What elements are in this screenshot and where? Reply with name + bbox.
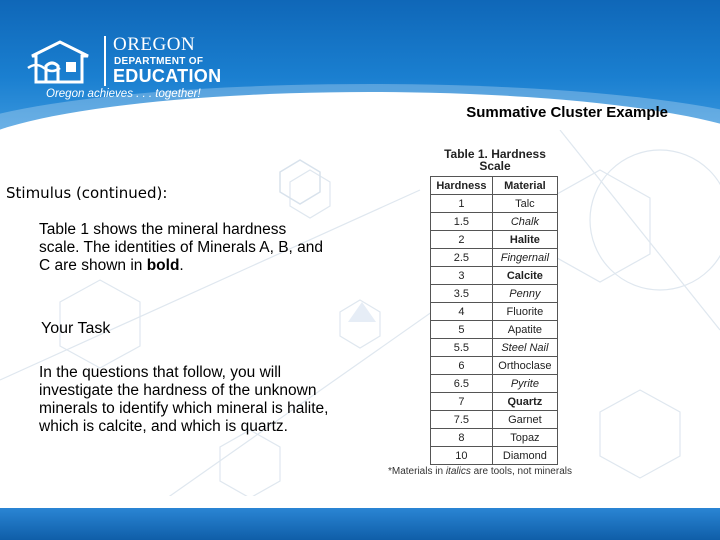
hardness-cell: 6.5 [431,375,493,393]
table-row [431,357,558,375]
table-row [431,339,558,357]
table-title-line2: Scale [479,159,511,173]
stimulus-heading: Stimulus (continued): [6,184,168,202]
table-row [431,321,558,339]
material-cell: Halite [492,231,557,249]
logo-tagline: Oregon achieves . . . together! [46,88,201,100]
table-row [431,285,558,303]
hardness-cell: 1 [431,195,493,213]
hardness-cell: 1.5 [431,213,493,231]
hardness-cell: 8 [431,429,493,447]
column-header-material: Material [492,177,557,195]
stimulus-bold-word: bold [146,257,180,274]
material-cell: Fingernail [492,249,557,267]
material-cell: Pyrite [492,375,557,393]
slide-title: Summative Cluster Example [466,104,668,121]
table-title-line1: Table 1. Hardness [444,147,546,161]
hardness-cell: 6 [431,357,493,375]
material-cell: Fluorite [492,303,557,321]
table-row [431,429,558,447]
table-row [431,267,558,285]
task-paragraph: In the questions that follow, you will investigate the hardness of the unknown minerals to identify which mineral is halite, which is calcite, and which is quartz. [39,364,329,435]
hardness-cell: 2.5 [431,249,493,267]
hardness-cell: 7.5 [431,411,493,429]
table-row [431,303,558,321]
hardness-cell: 5 [431,321,493,339]
material-cell: Apatite [492,321,557,339]
logo-oregon-text: OREGON [113,34,196,55]
table-body [431,195,558,465]
footnote-prefix: *Materials in [388,466,446,477]
table-row [431,231,558,249]
material-cell: Diamond [492,447,557,465]
table-row [431,375,558,393]
hardness-cell: 7 [431,393,493,411]
task-heading: Your Task [41,320,111,337]
stimulus-text: Table 1 shows the mineral hardness scale. The identities of Minerals A, B, and C are shown in [39,221,324,274]
material-cell: Penny [492,285,557,303]
table-row [431,447,558,465]
stimulus-period: . [179,257,184,274]
stimulus-paragraph [39,221,329,275]
material-cell: Topaz [492,429,557,447]
column-header-hardness: Hardness [431,177,493,195]
table-row [431,195,558,213]
oregon-education-logo [26,34,222,104]
hardness-cell: 5.5 [431,339,493,357]
hardness-cell: 10 [431,447,493,465]
hardness-cell: 4 [431,303,493,321]
logo-education-text: EDUCATION [113,66,222,86]
table-row [431,393,558,411]
table-row [431,249,558,267]
table-header-row [431,177,558,195]
table-row [431,213,558,231]
logo-department-text: DEPARTMENT OF [114,56,204,67]
material-cell: Steel Nail [492,339,557,357]
logo-divider [104,36,106,86]
table-footnote [388,466,572,477]
schoolhouse-state-icon [26,38,96,84]
material-cell: Quartz [492,393,557,411]
hardness-table [430,176,558,465]
footer-banner [0,508,720,540]
material-cell: Talc [492,195,557,213]
material-cell: Calcite [492,267,557,285]
hardness-cell: 2 [431,231,493,249]
table-title [430,148,560,172]
material-cell: Orthoclase [492,357,557,375]
hardness-cell: 3.5 [431,285,493,303]
hardness-cell: 3 [431,267,493,285]
footnote-suffix: are tools, not minerals [470,466,572,477]
table-row [431,411,558,429]
footnote-italic-word: italics [445,466,471,477]
material-cell: Garnet [492,411,557,429]
material-cell: Chalk [492,213,557,231]
